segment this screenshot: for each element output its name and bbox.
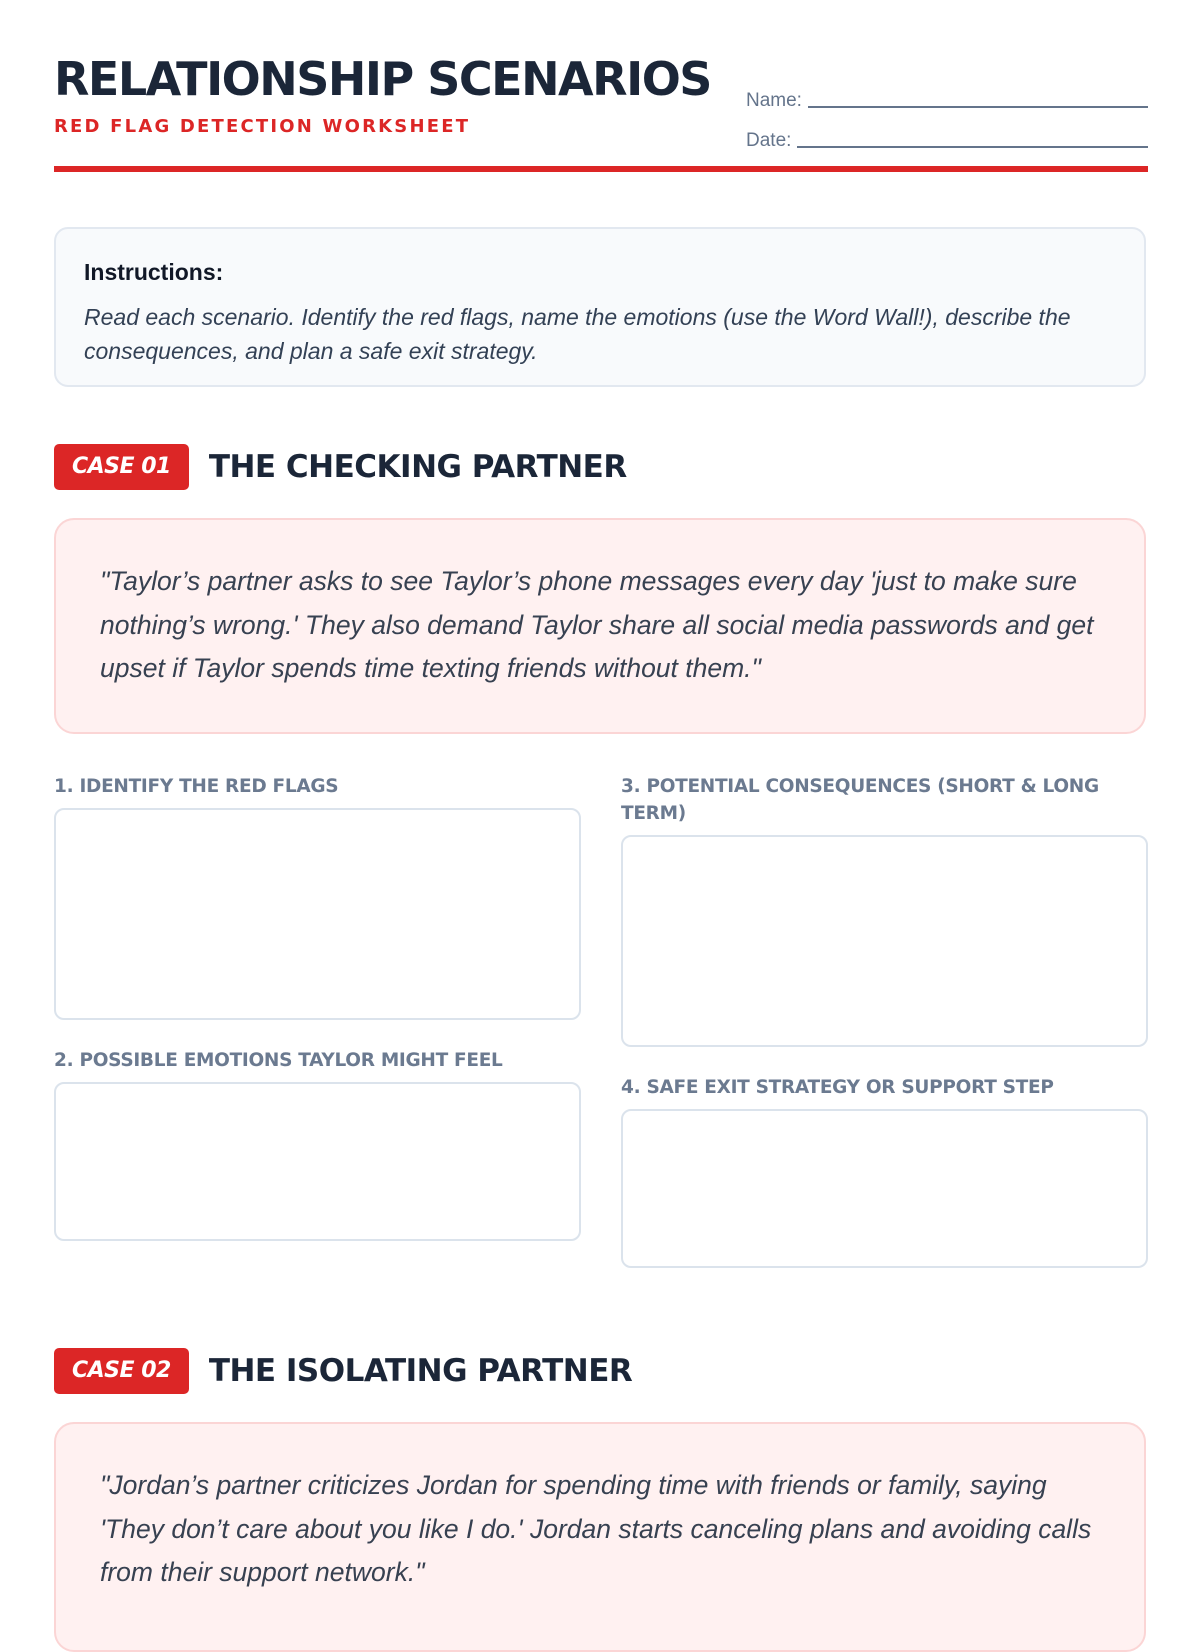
instructions-heading: Instructions: (84, 259, 224, 285)
question-4-answer-box[interactable] (621, 1109, 1148, 1268)
question-2-label: 2. POSSIBLE EMOTIONS TAYLOR MIGHT FEEL (54, 1050, 503, 1071)
case-01-header (54, 444, 627, 490)
question-3-answer-box[interactable] (621, 835, 1148, 1047)
case-01-badge: CASE 01 (54, 444, 189, 490)
name-line[interactable] (808, 92, 1148, 108)
worksheet-header (54, 52, 1148, 176)
question-2-answer-box[interactable] (54, 1082, 581, 1241)
case-02-title: THE ISOLATING PARTNER (208, 1353, 633, 1389)
header-divider (54, 166, 1148, 172)
question-4-label: 4. SAFE EXIT STRATEGY OR SUPPORT STEP (621, 1077, 1054, 1098)
case-02-scenario: "Jordan’s partner criticizes Jordan for spending time with friends or family, saying 'They don’t care about you like I do.' Jordan starts canceling plans and avoiding calls from their support network." (54, 1422, 1146, 1652)
case-01-scenario: "Taylor’s partner asks to see Taylor’s phone messages every day 'just to make sure nothing’s wrong.' They also demand Taylor share all social media passwords and get upset if Taylor spends time texting friends without them." (54, 518, 1146, 734)
question-1-label: 1. IDENTIFY THE RED FLAGS (54, 776, 339, 797)
instructions-text: Read each scenario. Identify the red flags, name the emotions (use the Word Wall!), describe the consequences, and plan a safe exit strategy. (84, 304, 1071, 364)
name-field[interactable] (746, 72, 1148, 112)
name-label: Name: (746, 90, 802, 111)
date-field[interactable] (746, 112, 1148, 152)
worksheet-subtitle: RED FLAG DETECTION WORKSHEET (54, 116, 471, 137)
date-line[interactable] (797, 132, 1148, 148)
case-01-title: THE CHECKING PARTNER (208, 449, 627, 485)
date-label: Date: (746, 130, 792, 151)
case-02-badge: CASE 02 (54, 1348, 189, 1394)
case-02-header (54, 1348, 632, 1394)
student-info-fields (746, 72, 1148, 152)
instructions-box (54, 227, 1146, 387)
question-3-label: 3. POTENTIAL CONSEQUENCES (SHORT & LONG TERM) (621, 776, 1099, 824)
worksheet-title: RELATIONSHIP SCENARIOS (54, 52, 711, 106)
question-1-answer-box[interactable] (54, 808, 581, 1020)
